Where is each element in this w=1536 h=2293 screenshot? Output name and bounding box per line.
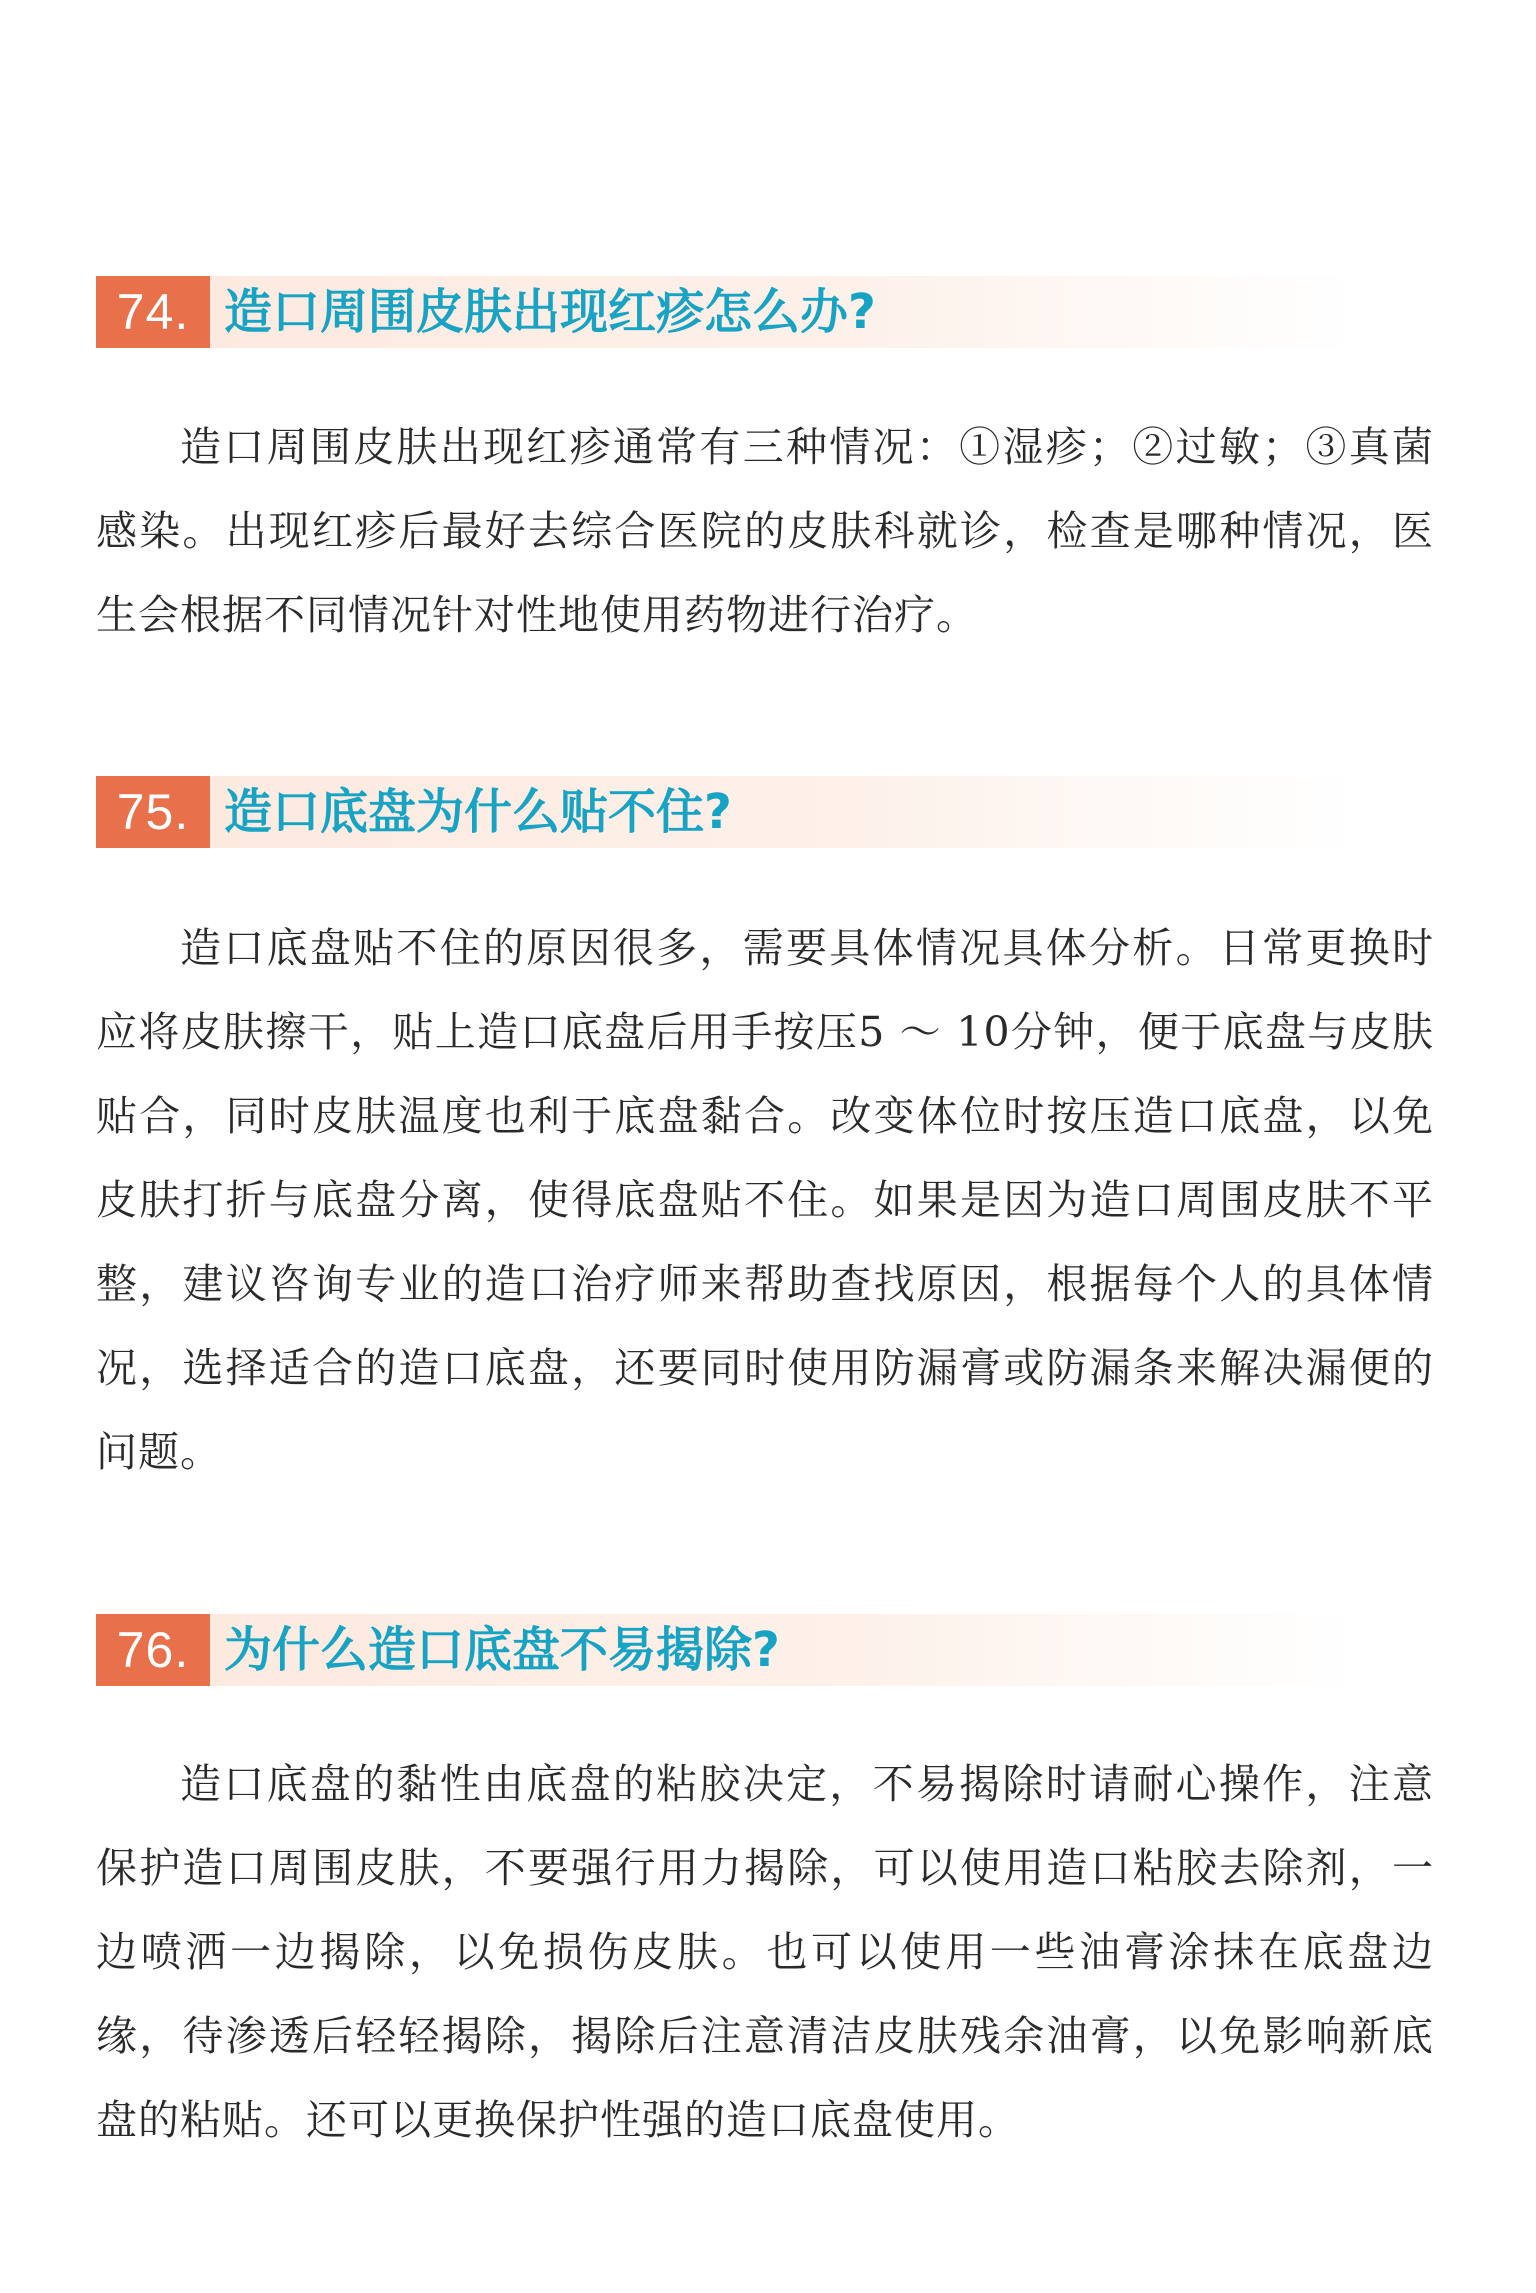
answer-paragraph: 造口周围皮肤出现红疹通常有三种情况：①湿疹；②过敏；③真菌感染。出现红疹后最好去综合医院的皮肤科就诊，检查是哪种情况，医生会根据不同情况针对性地使用药物进行治疗。 xyxy=(96,423,1434,639)
question-number-badge: 75. xyxy=(96,776,210,848)
question-number-badge: 76. xyxy=(96,1614,210,1686)
question-title: 为什么造口底盘不易揭除? xyxy=(224,1622,780,1678)
question-title: 造口底盘为什么贴不住? xyxy=(224,784,732,840)
question-title: 造口周围皮肤出现红疹怎么办? xyxy=(224,284,876,340)
answer-paragraph: 造口底盘贴不住的原因很多，需要具体情况具体分析。日常更换时应将皮肤擦干，贴上造口底盘后用手按压5 ～ 10分钟，便于底盘与皮肤贴合，同时皮肤温度也利于底盘黏合。改变体位时按压造口底盘，以免皮肤打折与底盘分离，使得底盘贴不住。如果是因为造口周围皮肤不平整，建议咨询专业的造口治疗师来帮助查找原因，根据每个人的具体情况，选择适合的造口底盘，还要同时使用防漏膏或防漏条来解决漏便的问题。 xyxy=(96,924,1434,1476)
section-heading xyxy=(96,276,1356,348)
section-heading xyxy=(96,1614,1356,1686)
question-number-badge: 74. xyxy=(96,276,210,348)
section-heading xyxy=(96,776,1356,848)
answer-paragraph: 造口底盘的黏性由底盘的粘胶决定，不易揭除时请耐心操作，注意保护造口周围皮肤，不要强行用力揭除，可以使用造口粘胶去除剂，一边喷洒一边揭除，以免损伤皮肤。也可以使用一些油膏涂抹在底盘边缘，待渗透后轻轻揭除，揭除后注意清洁皮肤残余油膏，以免影响新底盘的粘贴。还可以更换保护性强的造口底盘使用。 xyxy=(96,1760,1434,2144)
